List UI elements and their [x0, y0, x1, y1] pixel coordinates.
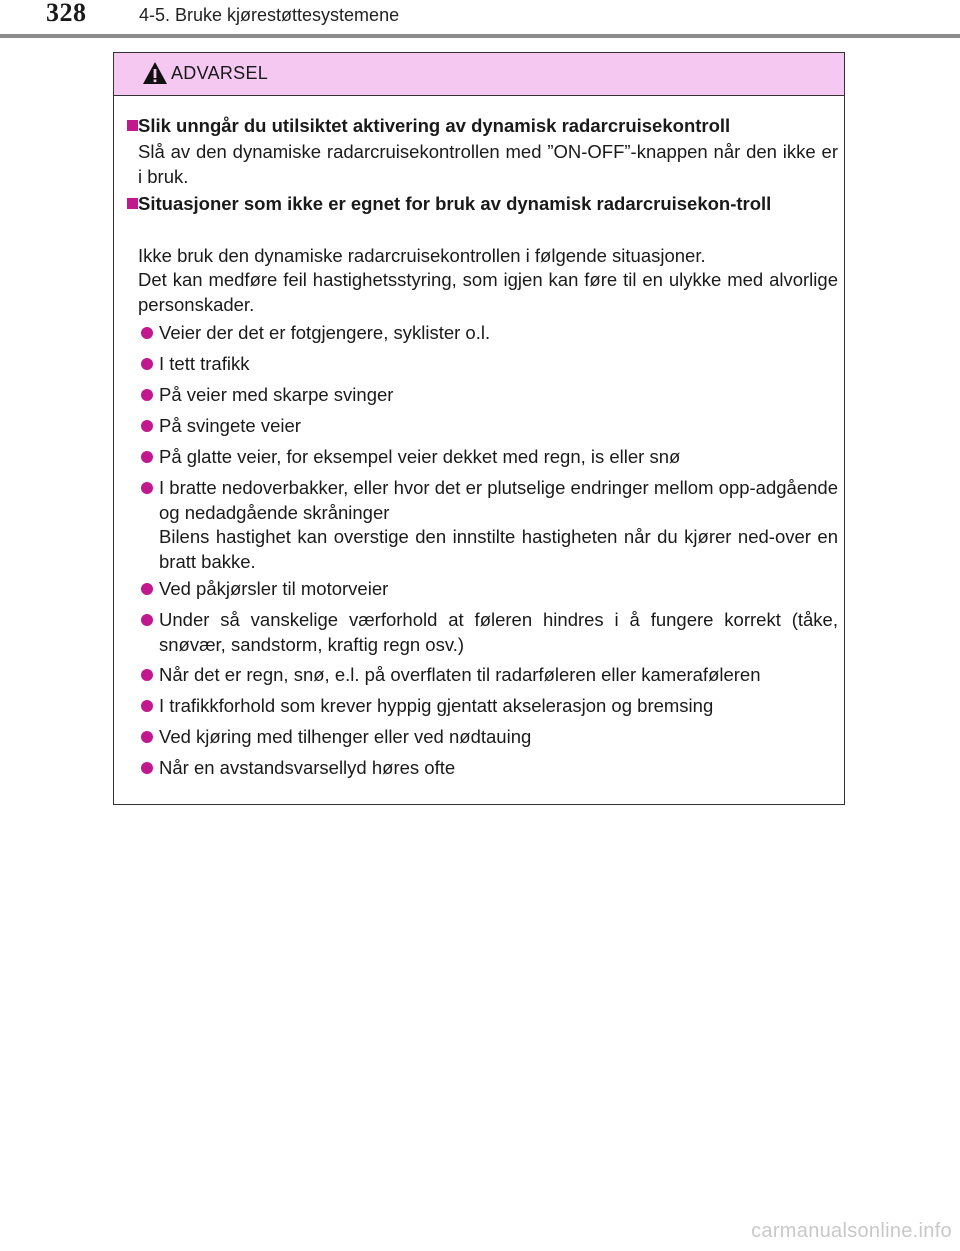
circle-bullet-icon: [141, 700, 153, 712]
square-bullet-icon: [127, 120, 138, 131]
circle-bullet-icon: [141, 762, 153, 774]
page-number: 328: [46, 0, 87, 27]
list-item-text: Når det er regn, snø, e.l. på overflaten til radarføleren eller kameraføleren: [159, 664, 761, 685]
circle-bullet-icon: [141, 583, 153, 595]
list-item-text: Under så vanskelige værforhold at føleren hindres i å fungere korrekt (tåke, snøvær, sandstorm, kraftig regn osv.): [159, 609, 838, 655]
header-rule: [0, 34, 960, 38]
section-heading: Situasjoner som ikke er egnet for bruk av dynamisk radarcruisekon-troll: [138, 193, 772, 214]
list-item-text: På glatte veier, for eksempel veier dekket med regn, is eller snø: [159, 446, 681, 467]
warning-label: ADVARSEL: [171, 63, 269, 83]
list-item-text: Når en avstandsvarsellyd høres ofte: [159, 757, 456, 778]
circle-bullet-icon: [141, 451, 153, 463]
list-item-text: I bratte nedoverbakker, eller hvor det er plutselige endringer mellom opp-adgående og nedadgående skråninger: [159, 477, 838, 523]
watermark: carmanualsonline.info: [751, 1220, 952, 1242]
square-bullet-icon: [127, 198, 138, 209]
circle-bullet-icon: [141, 327, 153, 339]
circle-bullet-icon: [141, 389, 153, 401]
warning-triangle-icon: [142, 61, 168, 85]
circle-bullet-icon: [141, 420, 153, 432]
circle-bullet-icon: [141, 482, 153, 494]
list-item-text: I trafikkforhold som krever hyppig gjentatt akselerasjon og bremsing: [159, 695, 714, 716]
list-item-text: Ved kjøring med tilhenger eller ved nødtauing: [159, 726, 532, 747]
paragraph: Ikke bruk den dynamiske radarcruisekontrollen i følgende situasjoner.: [138, 245, 706, 266]
list-item-text: På svingete veier: [159, 415, 301, 436]
warning-box: [113, 52, 845, 805]
page-header: [0, 0, 960, 40]
list-item-text: Ved påkjørsler til motorveier: [159, 578, 389, 599]
paragraph: Slå av den dynamiske radarcruisekontrollen med ”ON-OFF”-knappen når den ikke er i bruk.: [138, 141, 838, 187]
circle-bullet-icon: [141, 669, 153, 681]
circle-bullet-icon: [141, 731, 153, 743]
list-item-note: Bilens hastighet kan overstige den innstilte hastigheten når du kjører ned-over en bratt bakke.: [159, 526, 838, 572]
list-item-text: I tett trafikk: [159, 353, 250, 374]
circle-bullet-icon: [141, 358, 153, 370]
section-title: 4-5. Bruke kjørestøttesystemene: [139, 5, 400, 25]
list-item-text: På veier med skarpe svinger: [159, 384, 394, 405]
list-item-text: Veier der det er fotgjengere, syklister o.l.: [159, 322, 491, 343]
paragraph: Det kan medføre feil hastighetsstyring, som igjen kan føre til en ulykke med alvorlige personskader.: [138, 269, 838, 315]
circle-bullet-icon: [141, 614, 153, 626]
warning-header: [114, 53, 844, 96]
section-heading: Slik unngår du utilsiktet aktivering av dynamisk radarcruisekontroll: [138, 115, 731, 136]
